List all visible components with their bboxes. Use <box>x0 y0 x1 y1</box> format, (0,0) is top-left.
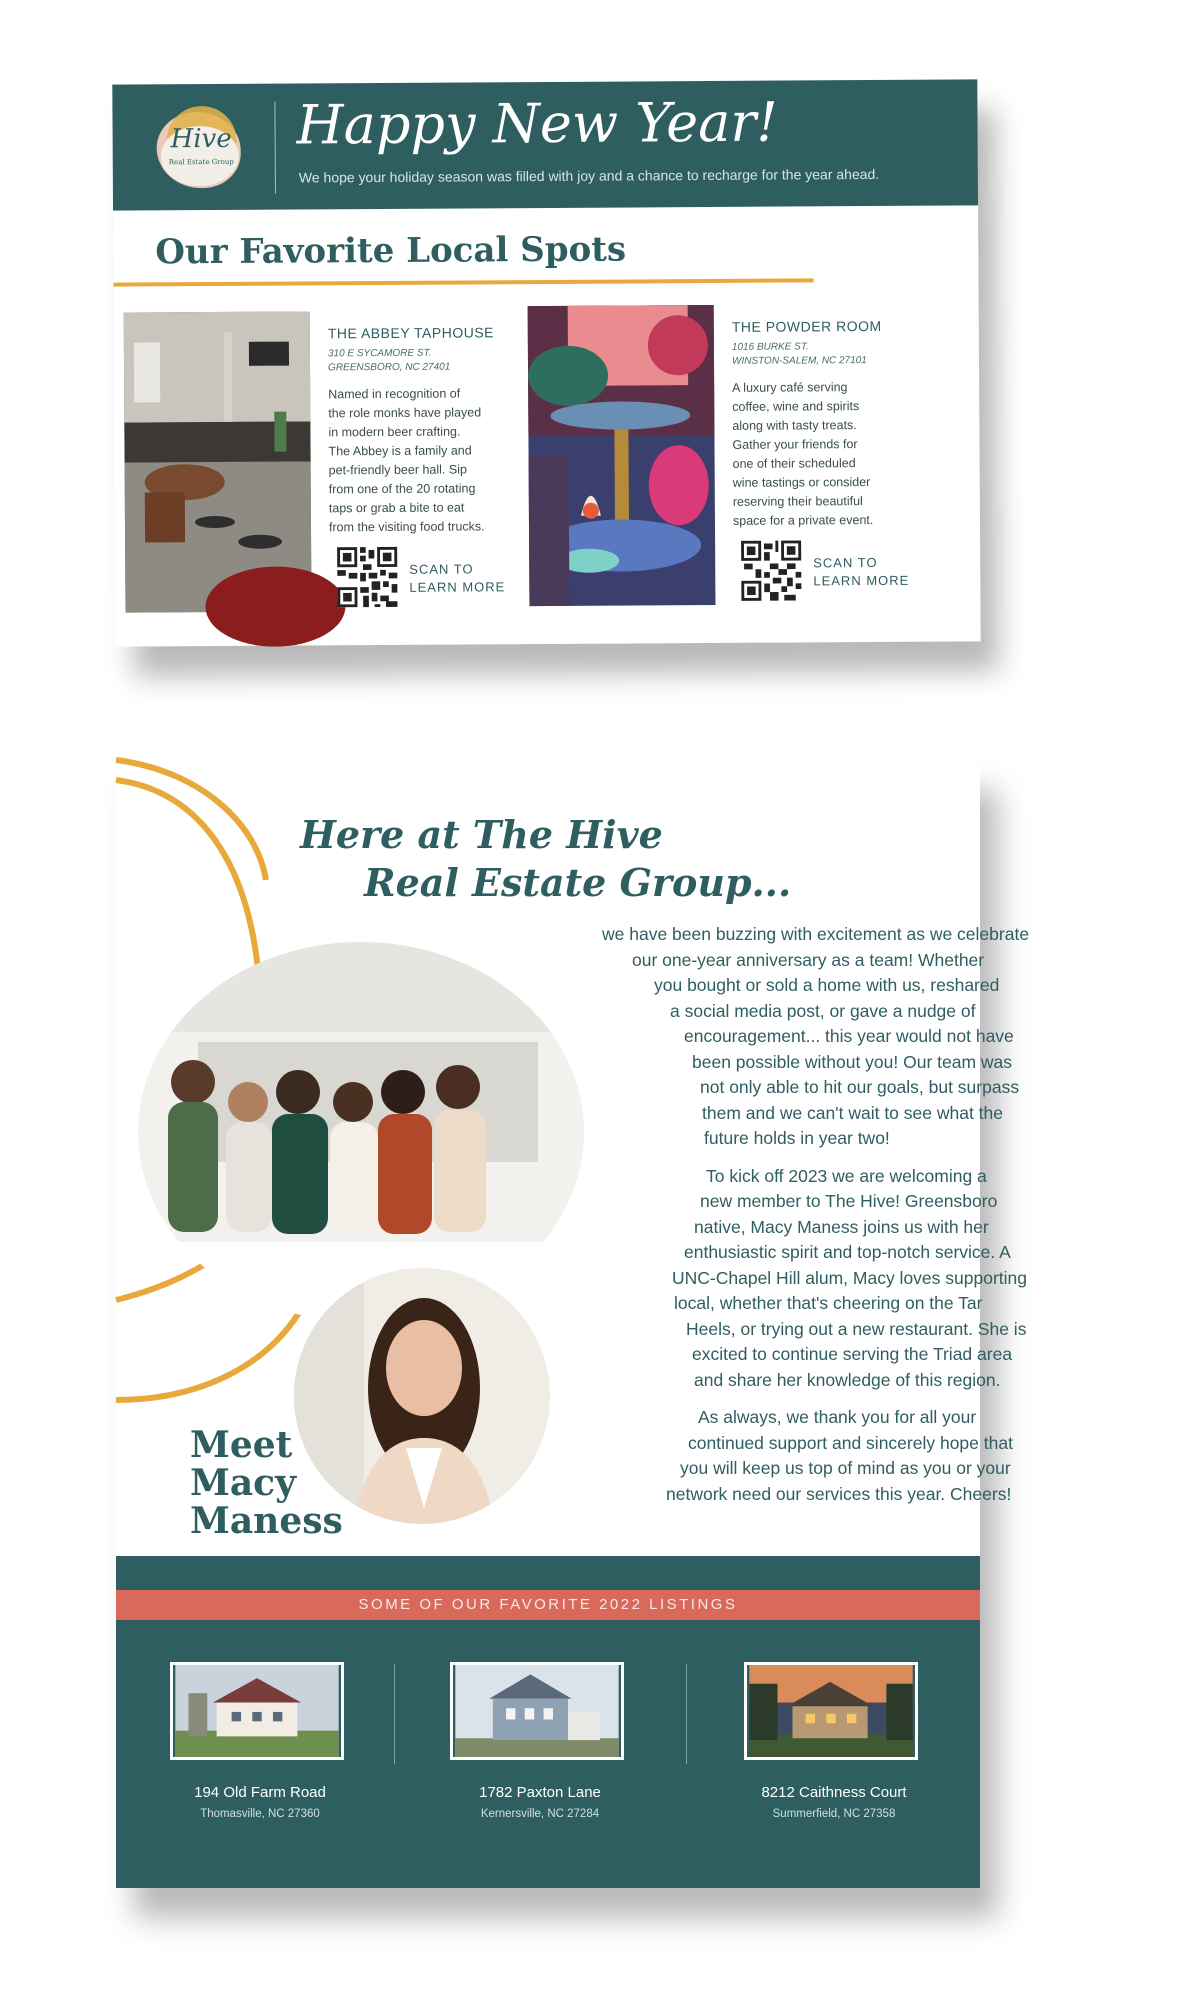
spot-description <box>732 378 925 531</box>
desc-line: space for a private event. <box>732 513 874 528</box>
intro-heading-line-2: Real Estate Group... <box>364 860 792 905</box>
house-photo-1 <box>170 1662 344 1760</box>
body-line: local, whether that's cheering on the Tar <box>674 1293 983 1313</box>
desc-line: A luxury café serving <box>732 380 848 395</box>
desc-line: from one of the 20 rotating <box>328 481 476 497</box>
qr-code-icon[interactable] <box>337 547 397 607</box>
body-line: enthusiastic spirit and top-notch service. A <box>684 1242 1011 1262</box>
listing-street: 1782 Paxton Lane <box>479 1784 601 1801</box>
spot-abbey-taphouse <box>124 310 526 612</box>
desc-line: reserving their beautiful <box>732 494 863 509</box>
spot-name: THE ABBEY TAPHOUSE <box>327 324 495 342</box>
address-line-1: 1016 BURKE ST. <box>731 341 809 353</box>
meet-macy-heading <box>190 1426 343 1540</box>
desc-line: one of their scheduled <box>732 456 856 471</box>
logo-subtitle: Real Estate Group <box>168 157 234 167</box>
body-line: UNC-Chapel Hill alum, Macy loves supporting <box>672 1267 1027 1288</box>
hive-logo <box>156 106 245 191</box>
body-line: we have been buzzing with excitement as we celebrate <box>602 924 1030 944</box>
desc-line: from the visiting food trucks. <box>328 519 485 535</box>
meet-line: Meet <box>190 1424 293 1466</box>
spot-address <box>328 347 450 376</box>
address-line-2: WINSTON-SALEM, NC 27101 <box>731 355 867 367</box>
desc-line: The Abbey is a family and <box>328 443 472 459</box>
listing-street: 194 Old Farm Road <box>194 1784 326 1801</box>
desc-line: the role monks have played <box>328 405 482 421</box>
listing-street: 8212 Caithness Court <box>761 1784 907 1801</box>
scan-line-2: LEARN MORE <box>813 572 910 589</box>
paragraph-anniversary <box>416 922 1030 1152</box>
spot-powder-room <box>528 304 930 606</box>
address-line-1: 310 E SYCAMORE ST. <box>327 347 432 360</box>
gold-rule <box>114 278 814 286</box>
body-line: not only able to hit our goals, but surpass <box>700 1077 1020 1097</box>
body-line: been possible without you! Our team was <box>692 1051 1013 1072</box>
desc-line: coffee, wine and spirits <box>732 399 860 414</box>
greeting-subtitle: We hope your holiday season was filled with joy and a chance to recharge for the year ahead. <box>298 165 880 186</box>
body-line: and share her knowledge of this region. <box>694 1369 1001 1390</box>
header-divider <box>274 102 276 194</box>
logo-wordmark: Hive <box>170 123 232 155</box>
spot-description <box>328 384 521 537</box>
listings-footer <box>116 1556 980 1888</box>
scan-cta[interactable] <box>409 560 505 597</box>
spot-name: THE POWDER ROOM <box>731 317 882 335</box>
desc-line: Gather your friends for <box>732 437 858 452</box>
body-line: them and we can't wait to see what the <box>702 1102 1004 1123</box>
body-line: As always, we thank you for all your <box>698 1407 977 1427</box>
header-band <box>112 79 978 210</box>
body-line: you will keep us top of mind as you or your <box>680 1458 1011 1478</box>
paragraph-thanks <box>416 1405 1013 1507</box>
listing-card[interactable] <box>420 1662 660 1842</box>
letter-body <box>416 922 1030 1519</box>
listing-city: Kernersville, NC 27284 <box>480 1808 600 1820</box>
listing-city: Thomasville, NC 27360 <box>200 1808 320 1820</box>
greeting-title: Happy New Year! <box>296 90 779 157</box>
powder-room-photo <box>528 305 716 606</box>
listing-divider <box>394 1664 395 1764</box>
scan-cta[interactable] <box>813 554 909 591</box>
body-line: To kick off 2023 we are welcoming a <box>706 1165 987 1186</box>
scan-line-1: SCAN TO <box>409 561 474 577</box>
body-line: a social media post, or gave a nudge of <box>670 1000 976 1021</box>
scan-line-2: LEARN MORE <box>409 579 506 595</box>
spot-address <box>732 340 867 369</box>
taphouse-photo <box>124 311 312 612</box>
desc-line: taps or grab a bite to eat <box>328 500 465 516</box>
intro-heading-line-1: Here at The Hive <box>300 812 663 857</box>
listing-divider <box>686 1664 687 1764</box>
address-line-2: GREENSBORO, NC 27401 <box>327 361 451 374</box>
listing-card[interactable] <box>140 1662 380 1842</box>
desc-line: pet-friendly beer hall. Sip <box>328 462 467 478</box>
meet-line: Macy <box>190 1462 297 1504</box>
body-line: network need our services this year. Cheers! <box>666 1483 1012 1504</box>
body-line: native, Macy Maness joins us with her <box>694 1216 989 1237</box>
body-line: excited to continue serving the Triad area <box>692 1344 1013 1364</box>
desc-line: in modern beer crafting. <box>328 424 461 440</box>
house-photo-3 <box>744 1662 918 1760</box>
section-title: Our Favorite Local Spots <box>155 229 627 273</box>
desc-line: Named in recognition of <box>328 386 461 402</box>
body-line: new member to The Hive! Greensboro <box>700 1191 998 1211</box>
body-line: Heels, or trying out a new restaurant. She is <box>686 1318 1027 1339</box>
body-line: our one-year anniversary as a team! Whether <box>632 949 985 970</box>
body-line: future holds in year two! <box>704 1128 890 1148</box>
new-year-postcard-back <box>116 760 1030 1888</box>
house-photo-2 <box>450 1662 624 1760</box>
paragraph-welcome-macy <box>416 1164 1027 1394</box>
body-line: continued support and sincerely hope that <box>688 1432 1013 1453</box>
desc-line: wine tastings or consider <box>732 475 871 490</box>
meet-line: Maness <box>190 1500 343 1542</box>
qr-code-icon[interactable] <box>741 540 801 600</box>
body-line: encouragement... this year would not have <box>684 1026 1014 1046</box>
new-year-postcard-front <box>112 79 980 646</box>
listing-city: Summerfield, NC 27358 <box>772 1808 896 1820</box>
scan-line-1: SCAN TO <box>813 554 878 571</box>
body-line: you bought or sold a home with us, reshared <box>654 975 1000 995</box>
listings-band: SOME OF OUR FAVORITE 2022 LISTINGS <box>116 1590 980 1620</box>
listing-card[interactable] <box>714 1662 954 1842</box>
desc-line: along with tasty treats. <box>732 418 857 433</box>
